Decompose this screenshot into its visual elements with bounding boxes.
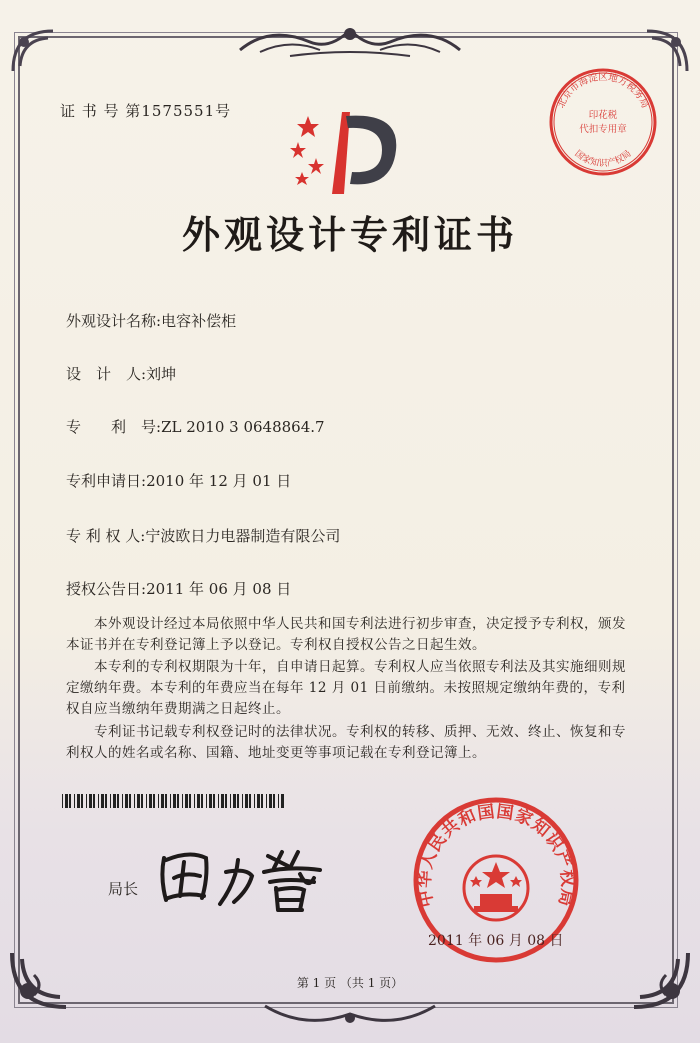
top-ornament-icon — [230, 20, 470, 64]
field-label: 专 利 号: — [66, 418, 162, 436]
tax-stamp — [547, 66, 659, 178]
paragraph-grant-statement: 本外观设计经过本局依照中华人民共和国专利法进行初步审查，决定授予专利权，颁发本证书并在专利登记簿上予以登记。专利权自授权公告之日起生效。 — [66, 616, 626, 653]
field-design-name — [66, 310, 236, 331]
paragraph-term-and-fees: 本专利的专利权期限为十年，自申请日起算。专利权人应当依照专利法及其实施细则规定缴纳年费。本专利的年费应当在每年 12 月 01 日前缴纳。未按照规定缴纳年费的，专利权自应当缴纳年费期满之日起终止。 — [66, 659, 626, 717]
tax-stamp-outer-text: 北京市海淀区地方税务局 — [555, 72, 651, 110]
seal-date: 2011 年 06 月 08 日 — [428, 933, 564, 949]
page-footer: 第 1 页 （共 1 页） — [296, 976, 404, 990]
field-label: 授权公告日: — [66, 580, 147, 598]
tax-stamp-line-2: 代扣专用章 — [579, 124, 627, 135]
field-value: 2010 年 12 月 01 日 — [146, 472, 292, 490]
field-value: 2011 年 06 月 08 日 — [146, 580, 292, 598]
corner-ornament-top-left-icon — [8, 26, 58, 76]
field-label: 设 计 人: — [66, 365, 147, 383]
field-value: 宁波欧日力电器制造有限公司 — [145, 527, 341, 545]
signature-label: 局长 — [108, 880, 139, 898]
field-patentee — [66, 525, 340, 546]
field-application-date — [66, 470, 291, 491]
svg-text:北京市海淀区地方税务局 — [555, 71, 651, 110]
paragraph-legal-status: 专利证书记载专利权登记时的法律状况。专利权的转移、质押、无效、终止、恢复和专利权人的姓名或名称、国籍、地址变更等事项记载在专利登记簿上。 — [66, 724, 626, 761]
barcode — [62, 794, 284, 808]
tax-stamp-bottom-text: 国家知识产权局 — [572, 148, 634, 169]
field-value: ZL 2010 3 0648864.7 — [161, 418, 325, 436]
national-emblem-icon — [464, 856, 528, 920]
field-label: 外观设计名称: — [66, 312, 162, 330]
field-value: 刘坤 — [146, 365, 177, 383]
certificate-number: 证 书 号 第1575551号 — [60, 102, 232, 120]
certificate-title: 外观设计专利证书 — [181, 212, 518, 257]
official-seal-text: 中华人民共和国国家知识产权局 — [414, 801, 578, 909]
director-signature — [150, 838, 340, 920]
field-designer — [66, 363, 176, 384]
field-grant-date — [66, 578, 291, 599]
field-label: 专利申请日: — [66, 472, 147, 490]
field-label: 专 利 权 人: — [66, 527, 146, 545]
bottom-ornament-icon — [260, 1000, 440, 1034]
field-value: 电容补偿柜 — [161, 312, 237, 330]
field-patent-number — [66, 416, 325, 437]
patent-office-logo-icon — [288, 106, 408, 198]
tax-stamp-line-1: 印花税 — [588, 110, 618, 121]
